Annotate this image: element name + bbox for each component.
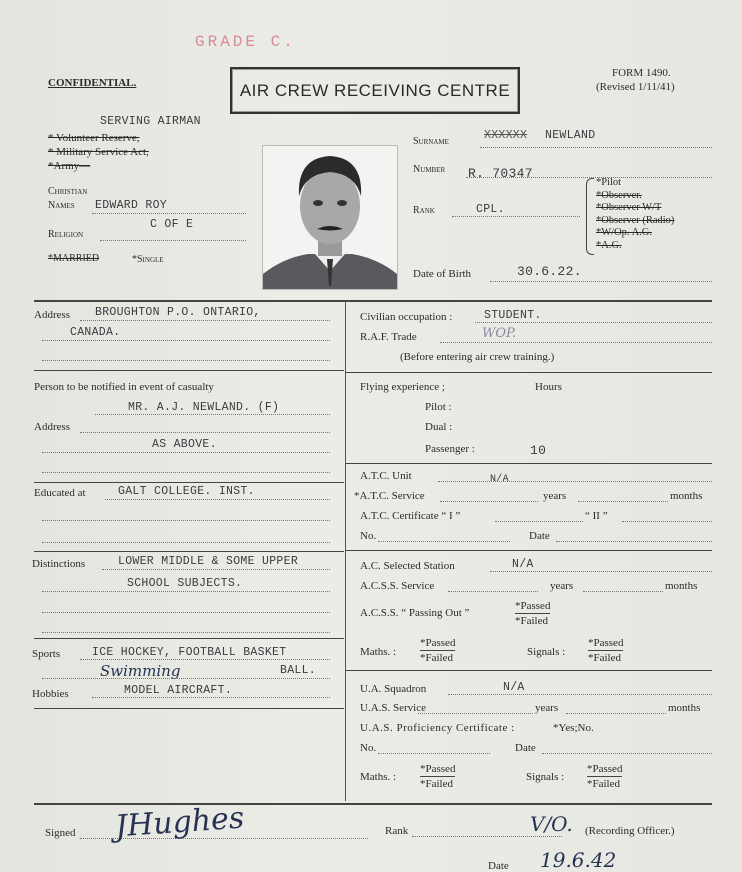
- atc-unit-label: A.T.C. Unit: [360, 470, 412, 482]
- months-label: months: [670, 490, 703, 502]
- serving-airman: SERVING AIRMAN: [100, 115, 201, 128]
- rank-label: Rank: [413, 205, 435, 216]
- sports-handwritten: Swimming: [100, 662, 181, 680]
- failed-option: *Failed: [588, 652, 621, 664]
- casualty-value: MR. A.J. NEWLAND. (F): [128, 401, 280, 414]
- christian-names-value: EDWARD ROY: [95, 199, 168, 212]
- sports-line-2: BALL.: [280, 664, 317, 677]
- dob-value: 30.6.22.: [517, 264, 582, 279]
- educated-value: GALT COLLEGE. INST.: [118, 485, 255, 498]
- uas-signals-label: Signals :: [526, 771, 565, 783]
- footer-rank-label: Rank: [385, 825, 409, 837]
- ua-squadron-value: N/A: [503, 681, 525, 694]
- years-label: years: [543, 490, 567, 502]
- uas-no-label: No.: [360, 742, 377, 754]
- acss-station-value: N/A: [512, 558, 534, 571]
- passed-option: *Passed: [587, 763, 623, 775]
- struck-army: *Army—: [48, 160, 91, 172]
- uas-date-label: Date: [515, 742, 536, 754]
- educated-label: Educated at: [34, 487, 86, 499]
- passed-option: *Passed: [420, 637, 456, 649]
- passed-option: *Passed: [588, 637, 624, 649]
- atc-cert-label: A.T.C. Certificate “ I ”: [360, 510, 461, 522]
- signature: JHughes: [113, 800, 246, 845]
- address-label: Address: [34, 309, 71, 321]
- civilian-label: Civilian occupation :: [360, 311, 453, 323]
- role-pilot: *Pilot: [596, 177, 622, 188]
- form-revised: (Revised 1/11/41): [596, 81, 675, 93]
- role-ag: *A.G.: [596, 239, 622, 251]
- role-observer-radio: *Observer (Radio): [596, 214, 675, 226]
- sports-line-1: ICE HOCKEY, FOOTBALL BASKET: [92, 646, 287, 659]
- atc-unit-value: N/A: [490, 474, 509, 485]
- ua-squadron-label: U.A. Squadron: [360, 683, 427, 695]
- passed-option: *Passed: [420, 763, 456, 775]
- atc-cert-ii-label: “ II ”: [585, 510, 608, 522]
- footer-rank-value: V/O.: [530, 812, 573, 836]
- flying-label: Flying experience ;: [360, 381, 445, 393]
- role-wop-ag: *W/Op. A.G.: [596, 227, 652, 238]
- number-value: R. 70347: [468, 166, 533, 181]
- failed-option: *Failed: [515, 615, 548, 627]
- passenger-hours-value: 10: [530, 443, 547, 458]
- role-observer: *Observer.: [596, 189, 642, 201]
- religion-value: C OF E: [150, 218, 194, 231]
- years-label: years: [550, 580, 574, 592]
- struck-military: * Military Service Act,: [48, 146, 149, 158]
- rank-value: CPL.: [476, 203, 505, 216]
- casualty-address-value: AS ABOVE.: [152, 438, 217, 451]
- footer-date-value: 19.6.42: [540, 848, 617, 872]
- casualty-address-label: Address: [34, 421, 71, 433]
- confidential-label: CONFIDENTIAL.: [48, 77, 137, 89]
- failed-option: *Failed: [587, 778, 620, 790]
- uas-cert-value: *Yes;No.: [553, 722, 594, 734]
- form-number: FORM 1490.: [612, 67, 671, 79]
- religion-label: Religion: [48, 229, 84, 240]
- trade-note: (Before entering air crew training.): [400, 351, 555, 363]
- uas-service-label: U.A.S. Service: [360, 702, 426, 714]
- hobbies-value: MODEL AIRCRAFT.: [124, 684, 233, 697]
- footer-date-label: Date: [488, 860, 509, 872]
- months-label: months: [668, 702, 701, 714]
- failed-option: *Failed: [420, 652, 453, 664]
- hobbies-label: Hobbies: [32, 688, 69, 700]
- dob-label: Date of Birth: [413, 268, 472, 280]
- acss-signals-label: Signals :: [527, 646, 566, 658]
- recording-officer: (Recording Officer.): [585, 825, 675, 837]
- address-line-1: BROUGHTON P.O. ONTARIO,: [95, 306, 261, 319]
- civilian-value: STUDENT.: [484, 309, 542, 322]
- dual-hours-label: Dual :: [425, 421, 453, 433]
- distinctions-label: Distinctions: [32, 558, 86, 570]
- number-label: Number: [413, 164, 446, 175]
- struck-volunteer: * Volunteer Reserve,: [48, 132, 140, 144]
- portrait-photo-icon: [263, 146, 397, 289]
- names-label: Names: [48, 200, 75, 211]
- acss-maths-label: Maths. :: [360, 646, 397, 658]
- photo: [262, 145, 398, 290]
- sports-label: Sports: [32, 648, 61, 660]
- pilot-hours-label: Pilot :: [425, 401, 452, 413]
- form-title: AIR CREW RECEIVING CENTRE: [230, 67, 520, 114]
- distinctions-line-2: SCHOOL SUBJECTS.: [127, 577, 243, 590]
- address-line-2: CANADA.: [70, 326, 121, 339]
- passenger-hours-label: Passenger :: [425, 443, 475, 455]
- failed-option: *Failed: [420, 778, 453, 790]
- surname-struck: XXXXXX: [484, 129, 528, 142]
- surname-value: NEWLAND: [545, 129, 596, 142]
- married-struck: *MARRIED: [48, 253, 100, 264]
- trade-value: WOP.: [482, 326, 517, 341]
- casualty-label: Person to be notified in event of casualty: [34, 381, 214, 393]
- passed-option: *Passed: [515, 600, 551, 612]
- role-observer-wt: *Observer W/T: [596, 202, 662, 213]
- christian-label: Christian: [48, 186, 88, 197]
- surname-label: Surname: [413, 136, 449, 147]
- signed-label: Signed: [45, 827, 76, 839]
- acss-station-label: A.C. Selected Station: [360, 560, 455, 572]
- years-label: years: [535, 702, 559, 714]
- distinctions-line-1: LOWER MIDDLE & SOME UPPER: [118, 555, 299, 568]
- atc-no-label: No.: [360, 530, 377, 542]
- acss-service-label: A.C.S.S. Service: [360, 580, 435, 592]
- trade-label: R.A.F. Trade: [360, 331, 417, 343]
- single-label: *Single: [132, 254, 164, 265]
- atc-date-label: Date: [529, 530, 550, 542]
- uas-cert-label: U.A.S. Proficiency Certificate :: [360, 722, 515, 734]
- role-list: [596, 177, 674, 252]
- months-label: months: [665, 580, 698, 592]
- hours-label: Hours: [535, 381, 562, 393]
- atc-service-label: *A.T.C. Service: [354, 490, 425, 502]
- grade-stamp: GRADE C.: [195, 33, 296, 51]
- acss-passing-label: A.C.S.S. “ Passing Out ”: [360, 607, 470, 619]
- uas-maths-label: Maths. :: [360, 771, 397, 783]
